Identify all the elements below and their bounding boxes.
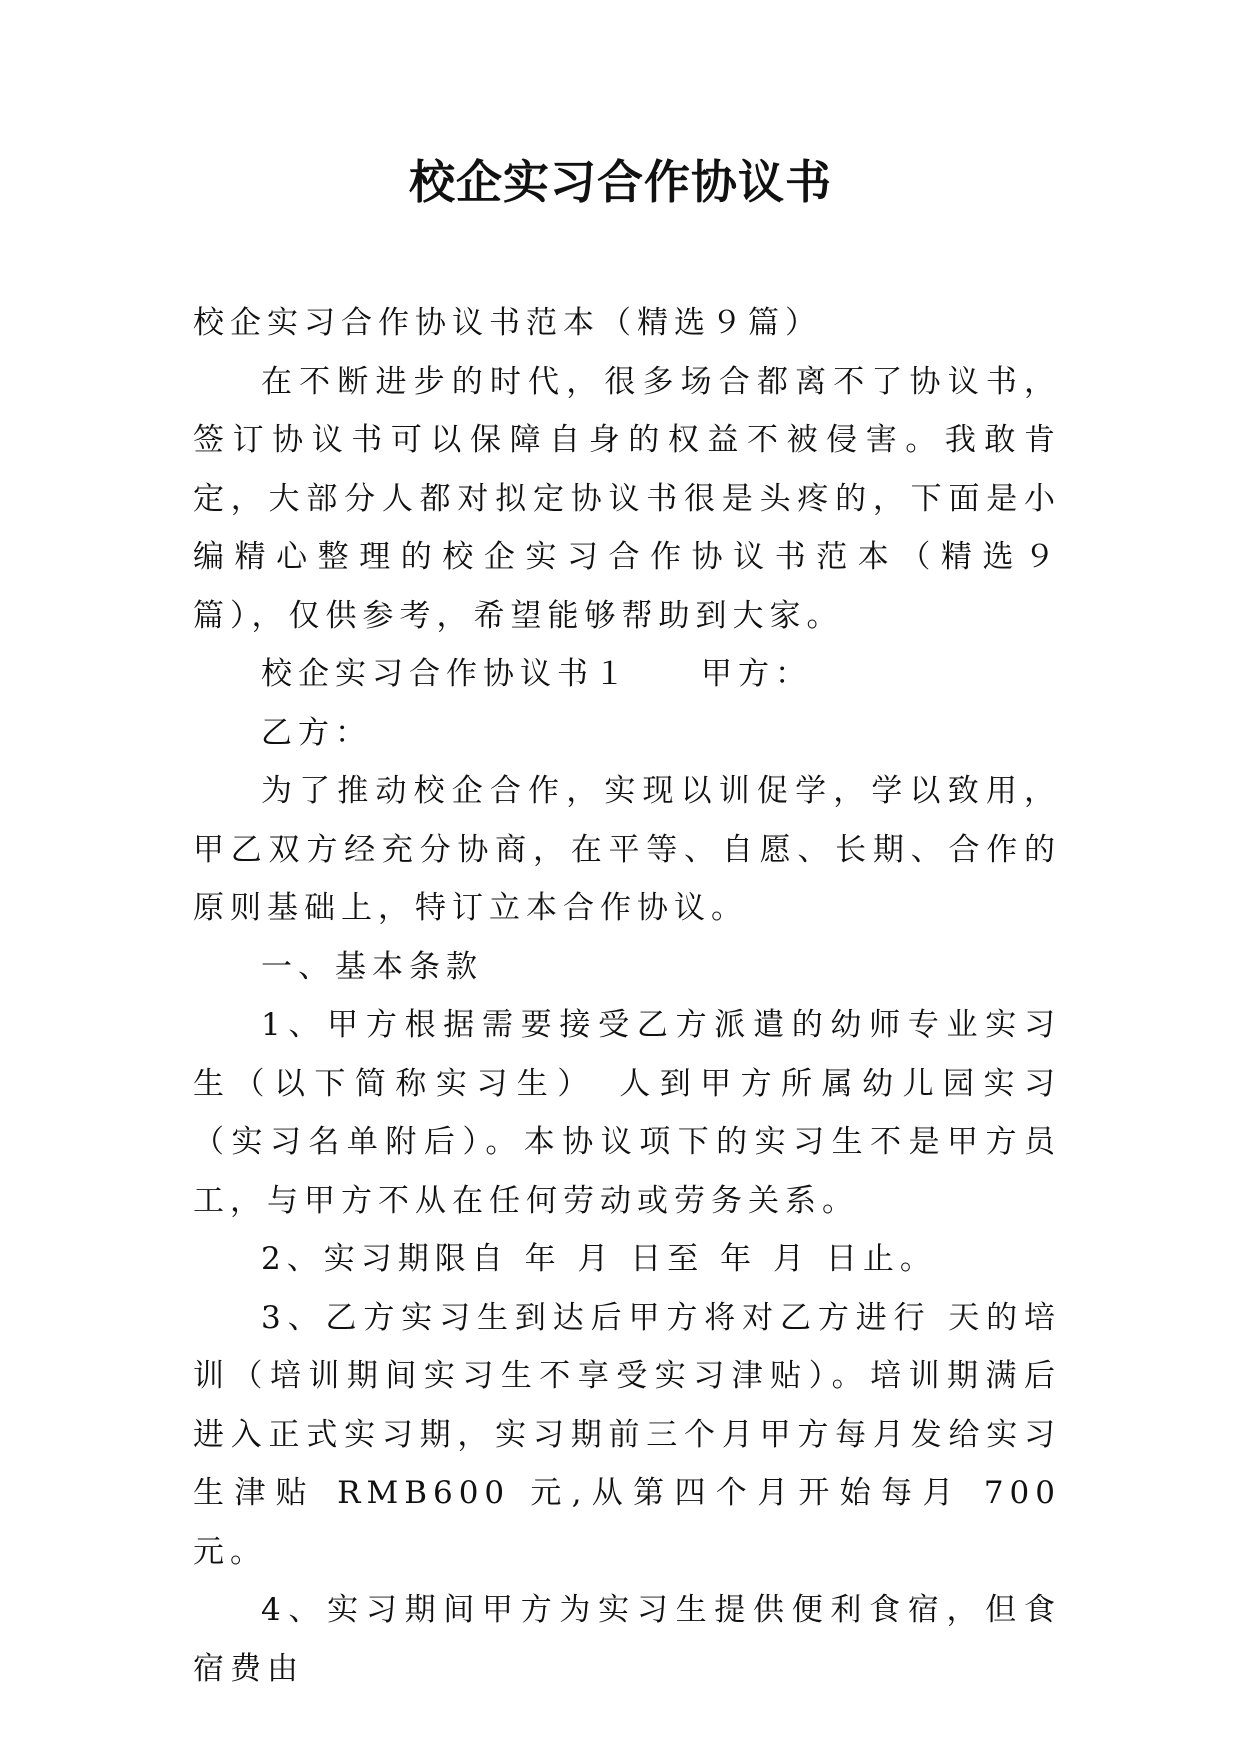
clause-1-part-b: 人到甲方所属幼儿园实习（实习名单附后）。本协议项下的实习生不是甲方员工，与甲方不从在任何劳动或劳务关系。 <box>193 1065 1062 1219</box>
clause-3: 3、乙方实习生到达后甲方将对乙方进行 天的培训（培训期间实习生不享受实习津贴）。培训期满后进入正式实习期，实习期前三个月甲方每月发给实习生津贴 RMB600 元,从第四个月开始每月 700 元。 <box>193 1299 1061 1570</box>
party-a-label: 甲方： <box>701 656 812 692</box>
agreement-heading-line <box>193 645 1061 704</box>
document-subtitle: 校企实习合作协议书范本（精选９篇） <box>193 305 822 341</box>
section-heading-basic-terms: 一、基本条款 <box>261 948 483 985</box>
document-title: 校企实习合作协议书 <box>409 155 832 209</box>
intro-paragraph: 在不断进步的时代，很多场合都离不了协议书，签订协议书可以保障自身的权益不被侵害。我敢肯定，大部分人都对拟定协议书很是头疼的，下面是小编精心整理的校企实习合作协议书范本（精选９篇），仅供参考，希望能够帮助到大家。 <box>193 363 1061 634</box>
clause-2: 2、实习期限自 年 月 日至 年 月 日止。 <box>261 1241 937 1277</box>
clause-1-part-a: 1、甲方根据需要接受乙方派遣的幼师专业实习生（以下简称实习生） <box>193 1007 1061 1102</box>
preamble-paragraph: 为了推动校企合作，实现以训促学，学以致用，甲乙双方经充分协商，在平等、自愿、长期、合作的原则基础上，特订立本合作协议。 <box>193 773 1061 926</box>
agreement-heading: 校企实习合作协议书１ <box>261 656 631 692</box>
document-body <box>193 294 1061 1698</box>
clause-4: 4、实习期间甲方为实习生提供便利食宿，但食宿费由 <box>193 1592 1061 1687</box>
clause-1 <box>193 996 1061 1230</box>
party-b-label: 乙方： <box>261 714 372 751</box>
